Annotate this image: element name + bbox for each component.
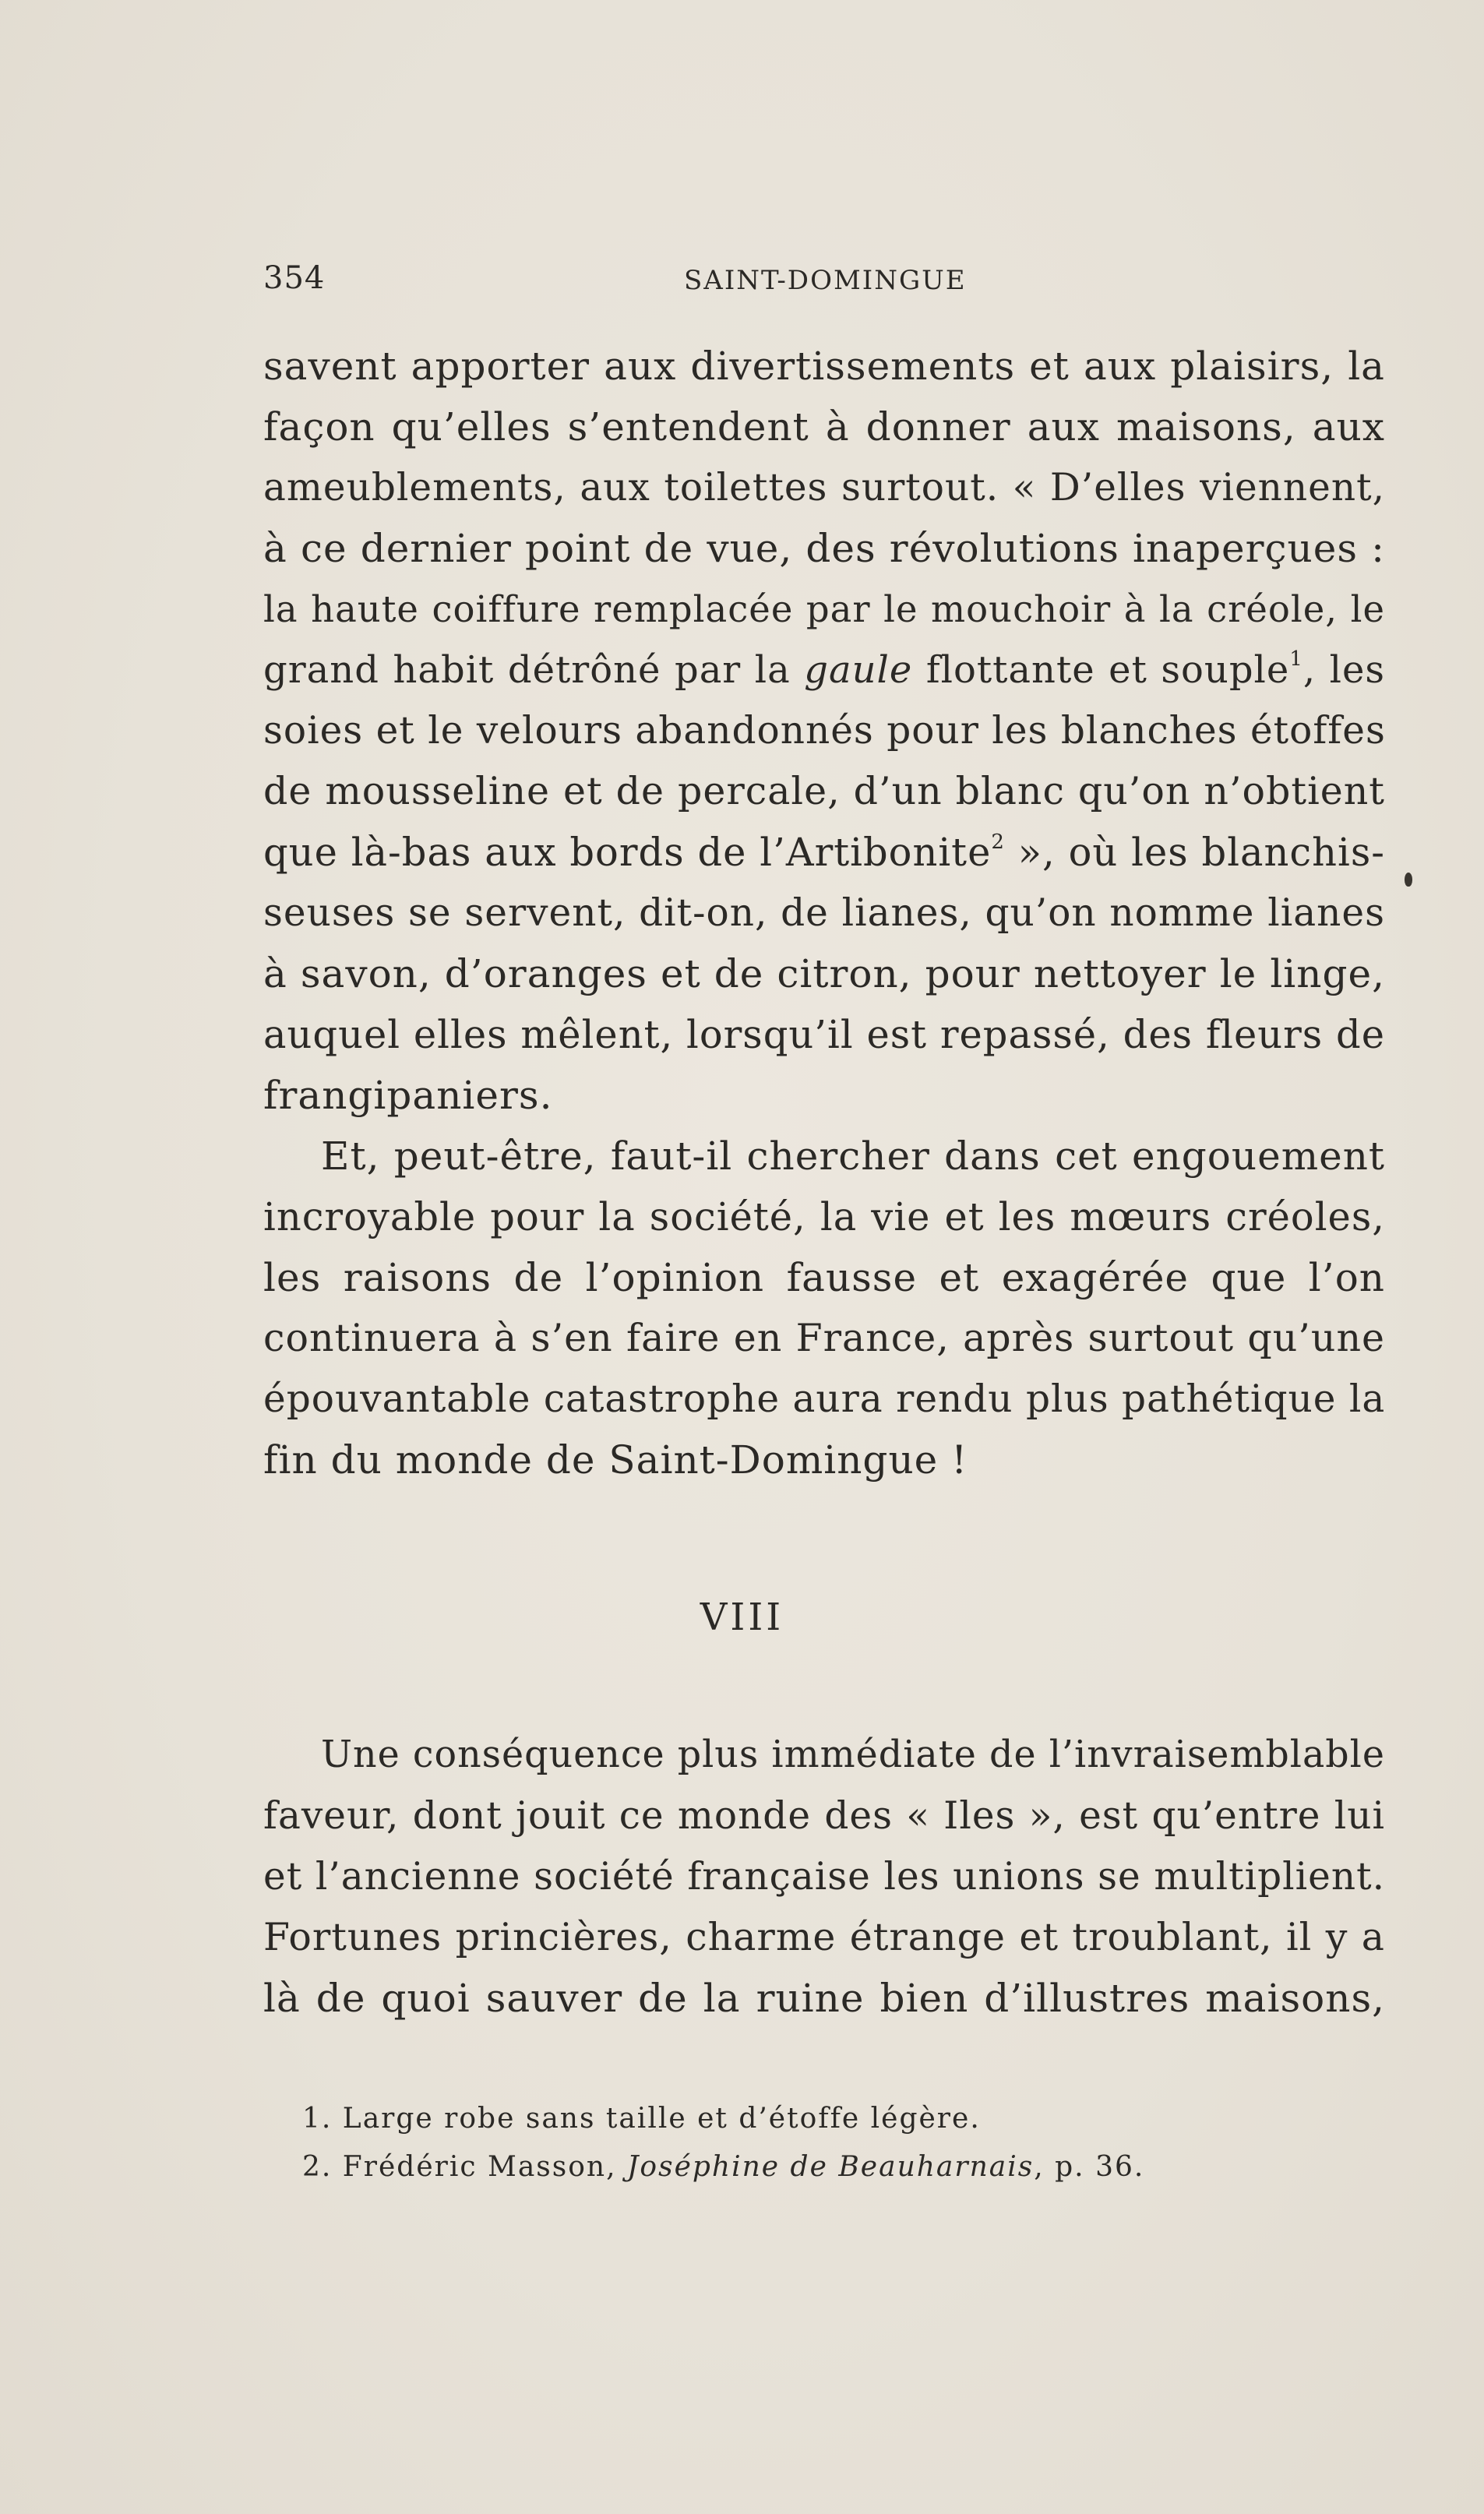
text-line — [263, 643, 1385, 697]
page-number: 354 — [263, 260, 326, 296]
text-line: auquel elles mêlent, lorsqu’il est repassé, des fleurs de — [263, 1012, 1385, 1057]
footnote-2 — [302, 2144, 1144, 2191]
text-line: continuera à s’en faire en France, après surtout qu’une — [263, 1316, 1385, 1360]
text-line: faveur, dont jouit ce monde des « Iles », est qu’entre lui — [263, 1794, 1385, 1838]
text-line: fin du monde de Saint-Domingue ! — [263, 1437, 968, 1483]
text-line: frangipaniers. — [263, 1073, 553, 1118]
text-run: 2. Frédéric Masson, — [302, 2151, 627, 2183]
italic-title: Joséphine de Beauharnais — [626, 2151, 1035, 2183]
text-line: seuses se servent, dit-on, de lianes, qu’on nomme lianes — [263, 891, 1385, 935]
ink-speck — [1405, 873, 1412, 887]
text-line: savent apporter aux divertissements et aux plaisirs, la — [263, 344, 1385, 389]
text-line: Et, peut-être, faut-il chercher dans cet engouement — [321, 1134, 1385, 1179]
text-line: incroyable pour la société, la vie et les mœurs créoles, — [263, 1194, 1385, 1239]
text-line: Fortunes princières, charme étrange et troublant, il y a — [263, 1915, 1385, 1959]
italic-term: gaule — [804, 648, 913, 692]
text-line: épouvantable catastrophe aura rendu plus pathétique la — [263, 1377, 1386, 1421]
running-title: SAINT-DOMINGUE — [684, 265, 967, 296]
text-line: soies et le velours abandonnés pour les blanches étoffes — [263, 709, 1386, 753]
text-run: que là-bas aux bords de l’Artibonite — [263, 830, 992, 875]
text-run: , les — [1302, 648, 1386, 692]
footnote-ref-2[interactable]: 2 — [991, 830, 1005, 854]
text-line: et l’ancienne société française les unions se multiplient. — [263, 1855, 1385, 1899]
text-line: là de quoi sauver de la ruine bien d’illustres maisons, — [263, 1976, 1385, 2021]
text-run: , p. 36. — [1034, 2151, 1145, 2183]
text-line: ameublements, aux toilettes surtout. « D’elles viennent, — [263, 466, 1385, 509]
text-line: les raisons de l’opinion fausse et exagérée que l’on — [263, 1255, 1385, 1300]
text-run: », où les blanchis- — [1004, 830, 1385, 875]
text-line: Une conséquence plus immédiate de l’invraisemblable — [321, 1733, 1385, 1776]
section-heading: VIII — [700, 1595, 784, 1639]
text-run: grand habit détrôné par la — [263, 648, 791, 692]
text-line: façon qu’elles s’entendent à donner aux maisons, aux — [263, 404, 1385, 450]
text-run: flottante et souple — [925, 648, 1290, 692]
text-line: à savon, d’oranges et de citron, pour nettoyer le linge, — [263, 951, 1385, 996]
text-line: de mousseline et de percale, d’un blanc qu’on n’obtient — [263, 769, 1385, 813]
footnote-ref-1[interactable]: 1 — [1289, 647, 1303, 671]
text-line: à ce dernier point de vue, des révolutions inaperçues : — [263, 526, 1385, 571]
text-line: la haute coiffure remplacée par le mouchoir à la créole, le — [263, 588, 1385, 630]
text-line — [263, 825, 1385, 880]
page-header — [263, 260, 1042, 307]
footnote-1: 1. Large robe sans taille et d’étoffe légère. — [302, 2103, 981, 2135]
